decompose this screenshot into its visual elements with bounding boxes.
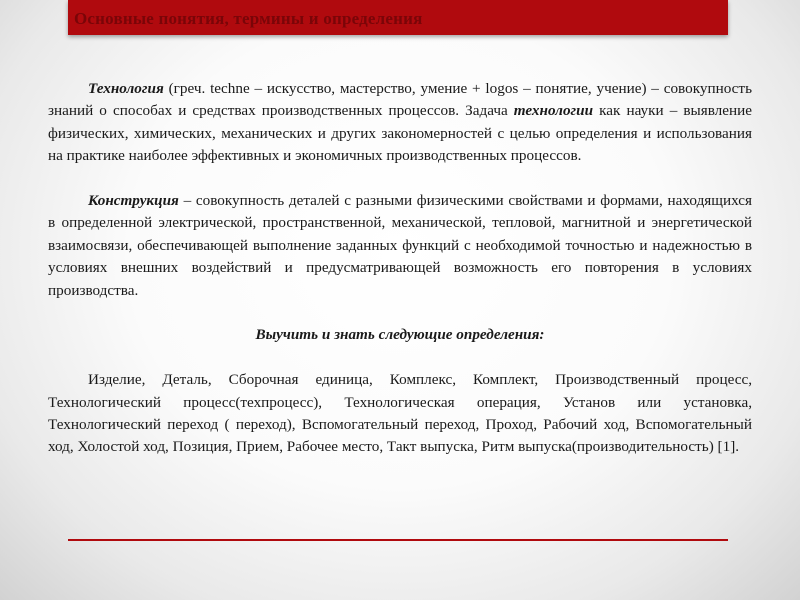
term-technology-inline: технологии: [513, 102, 594, 120]
paragraph-construction: [48, 190, 752, 302]
slide-content: [48, 78, 752, 459]
bottom-divider: [68, 539, 728, 541]
spacer: [48, 347, 752, 369]
spacer: [48, 302, 752, 324]
term-construction: Конструкция: [88, 192, 179, 210]
term-technology: Технология: [88, 80, 164, 97]
paragraph-technology-text-2: как науки – выявление физических, химических, механических и других закономерностей с целью определения и использования на практике наиболее эффективных и экономичных производственных процессов.: [48, 102, 752, 165]
subheading: Выучить и знать следующие определения:: [255, 326, 545, 344]
paragraph-definitions-list: Изделие, Деталь, Сборочная единица, Комплекс, Комплект, Производственный процесс, Технологический процесс(техпроцесс), Технологическая операция, Установ или установка, Технологический переход ( переход), Вспомогательный переход, Проход, Рабочий ход, Вспомогательный ход, Холостой ход, Позиция, Прием, Рабочее место, Такт выпуска, Ритм выпуска(производительность) [1].: [48, 371, 752, 456]
spacer: [48, 168, 752, 190]
paragraph-technology-text-1: (греч. techne – искусство, мастерство, умение + logos – понятие, учение) – совокупность знаний о способах и средствах производственных процессов. Задача: [48, 80, 752, 120]
paragraph-construction-text: – совокупность деталей с разными физическими свойствами и формами, находящихся в определенной электрической, пространственной, механической, тепловой, магнитной и энергетической взаимосвязи, обеспечивающей выполнение заданных функций с необходимой точностью и надежностью в условиях внешних воздействий и предусматривающей возможность его повторения в условиях производства.: [48, 192, 752, 299]
slide-title: Основные понятия, термины и определения: [74, 9, 423, 28]
paragraph-technology: [48, 78, 752, 168]
title-bar: [68, 0, 728, 35]
